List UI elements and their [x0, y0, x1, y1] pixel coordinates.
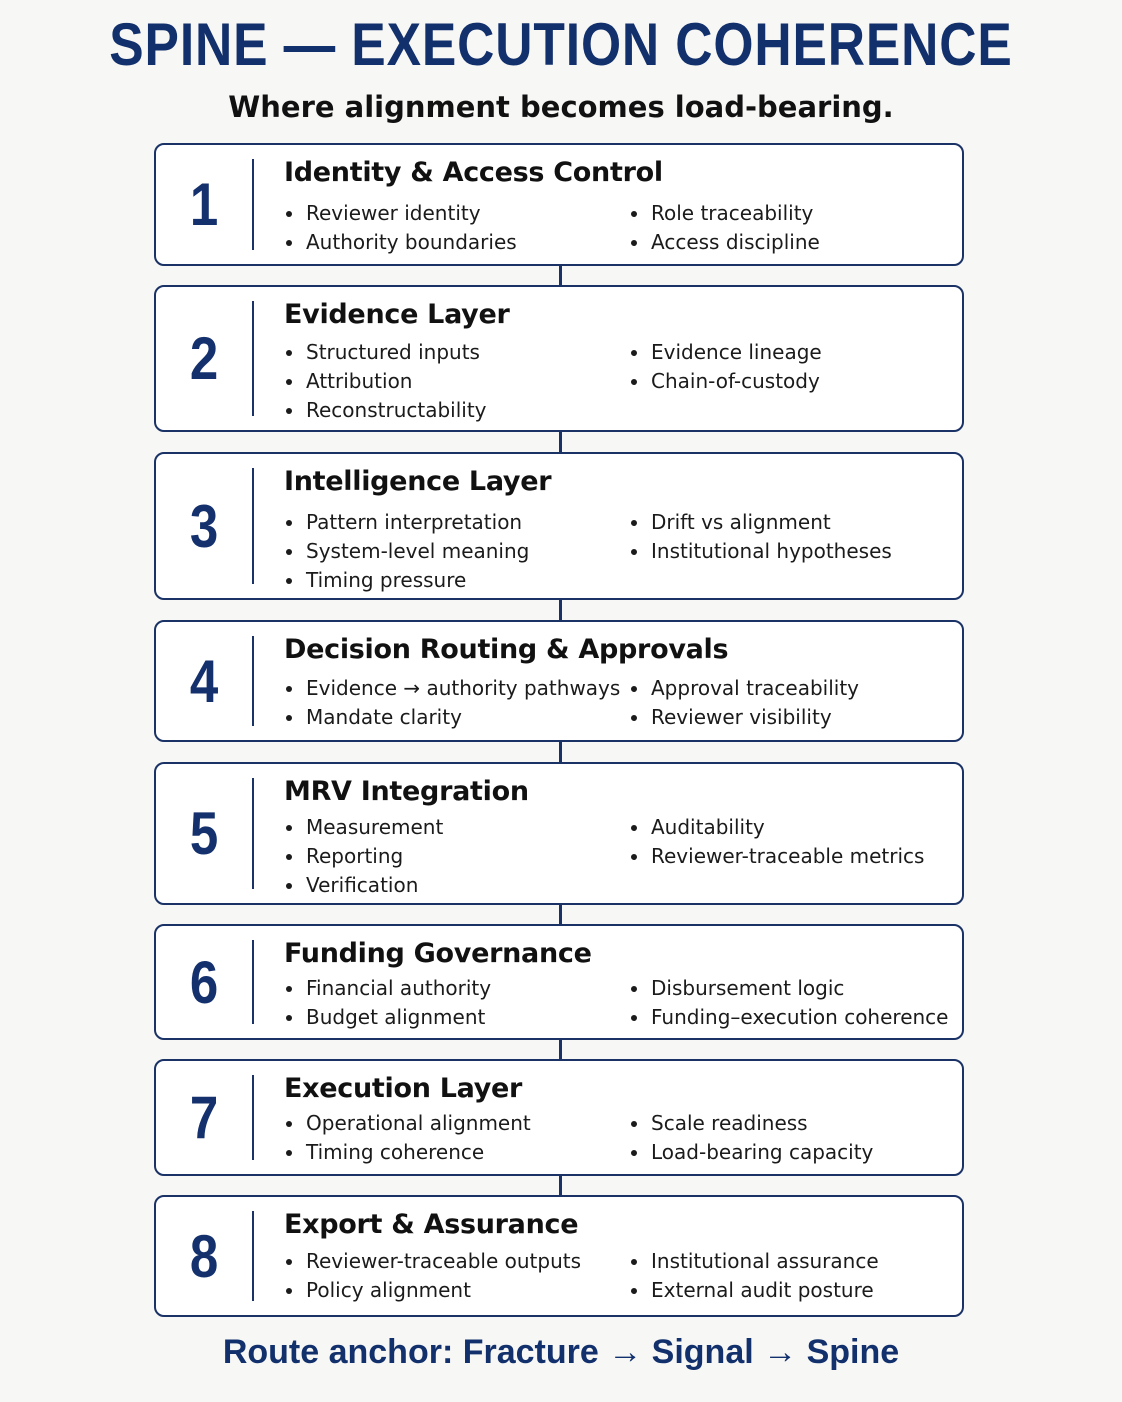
- layer-bullet-item: Mandate clarity: [284, 703, 620, 732]
- layer-bullet-item: Institutional hypotheses: [629, 537, 892, 566]
- layer-card-1: [154, 143, 964, 266]
- layer-title: Evidence Layer: [284, 299, 510, 330]
- layer-right-list: [629, 974, 948, 1032]
- layer-number: 1: [189, 171, 219, 238]
- layer-bullet-item: System-level meaning: [284, 537, 529, 566]
- layer-bullet-item: Chain-of-custody: [629, 367, 822, 396]
- layer-number: 6: [189, 948, 219, 1016]
- layer-title: Execution Layer: [284, 1073, 523, 1104]
- layer-left-list: [284, 1247, 581, 1305]
- layer-bullet-item: Timing coherence: [284, 1138, 531, 1167]
- layer-bullet-item: Attribution: [284, 367, 487, 396]
- layer-bullet-item: Financial authority: [284, 974, 491, 1003]
- layer-card-2: [154, 285, 964, 432]
- layer-card-4: [154, 620, 964, 742]
- layer-bullet-item: Verification: [284, 871, 443, 900]
- layer-divider: [252, 778, 254, 889]
- layer-bullet-item: Reporting: [284, 842, 443, 871]
- layer-divider: [252, 1211, 254, 1301]
- layer-card-3: [154, 452, 964, 600]
- layer-divider: [252, 301, 254, 416]
- layer-left-list: [284, 199, 517, 257]
- layer-right-list: [629, 1247, 879, 1305]
- layer-bullet-item: Auditability: [629, 813, 924, 842]
- layer-bullet-item: Timing pressure: [284, 566, 529, 595]
- layer-title: Identity & Access Control: [284, 157, 663, 188]
- layer-bullet-item: Pattern interpretation: [284, 508, 529, 537]
- layer-bullet-item: Authority boundaries: [284, 228, 517, 257]
- layer-number: 4: [189, 647, 219, 715]
- layer-divider: [252, 159, 254, 250]
- layer-bullet-item: Budget alignment: [284, 1003, 491, 1032]
- layer-number: 7: [189, 1084, 219, 1151]
- layer-divider: [252, 468, 254, 584]
- page-title: SPINE — EXECUTION COHERENCE: [109, 11, 1013, 78]
- layer-right-list: [629, 1109, 873, 1167]
- layer-title: Decision Routing & Approvals: [284, 634, 729, 665]
- layer-bullet-item: Role traceability: [629, 199, 820, 228]
- layer-right-list: [629, 338, 822, 396]
- layer-left-list: [284, 508, 529, 595]
- route-anchor: Route anchor: Fracture → Signal → Spine: [222, 1333, 900, 1371]
- layer-card-5: [154, 762, 964, 905]
- layer-right-list: [629, 508, 892, 566]
- layer-left-list: [284, 813, 443, 900]
- layer-divider: [252, 1075, 254, 1160]
- layer-bullet-item: Access discipline: [629, 228, 820, 257]
- layer-number: 5: [189, 800, 219, 867]
- layer-right-list: [629, 813, 924, 871]
- layer-right-list: [629, 674, 859, 732]
- layer-bullet-item: Disbursement logic: [629, 974, 948, 1003]
- layer-right-list: [629, 199, 820, 257]
- layer-number: 2: [189, 325, 219, 392]
- layer-bullet-item: Approval traceability: [629, 674, 859, 703]
- layer-bullet-item: Institutional assurance: [629, 1247, 879, 1276]
- layer-left-list: [284, 338, 487, 425]
- layer-bullet-item: Drift vs alignment: [629, 508, 892, 537]
- layer-bullet-item: Reconstructability: [284, 396, 487, 425]
- layer-title: MRV Integration: [284, 776, 529, 807]
- layer-bullet-item: External audit posture: [629, 1276, 879, 1305]
- layer-bullet-item: Operational alignment: [284, 1109, 531, 1138]
- layer-bullet-item: Load-bearing capacity: [629, 1138, 873, 1167]
- layer-bullet-item: Scale readiness: [629, 1109, 873, 1138]
- layer-bullet-item: Reviewer visibility: [629, 703, 859, 732]
- layer-left-list: [284, 1109, 531, 1167]
- layer-number: 3: [189, 492, 219, 560]
- layer-title: Funding Governance: [284, 938, 592, 969]
- layer-card-8: [154, 1195, 964, 1317]
- layer-title: Export & Assurance: [284, 1209, 579, 1240]
- layer-card-7: [154, 1059, 964, 1176]
- layer-bullet-item: Evidence lineage: [629, 338, 822, 367]
- layer-bullet-item: Reviewer-traceable metrics: [629, 842, 924, 871]
- layer-title: Intelligence Layer: [284, 466, 552, 497]
- layer-bullet-item: Reviewer-traceable outputs: [284, 1247, 581, 1276]
- layer-bullet-item: Measurement: [284, 813, 443, 842]
- page-subtitle: Where alignment becomes load-bearing.: [228, 90, 894, 124]
- layer-divider: [252, 940, 254, 1024]
- layer-number: 8: [189, 1222, 219, 1290]
- layer-bullet-item: Structured inputs: [284, 338, 487, 367]
- layer-left-list: [284, 974, 491, 1032]
- layer-bullet-item: Evidence → authority pathways: [284, 674, 620, 703]
- layer-divider: [252, 636, 254, 726]
- layer-left-list: [284, 674, 620, 732]
- layer-bullet-item: Reviewer identity: [284, 199, 517, 228]
- layer-bullet-item: Policy alignment: [284, 1276, 581, 1305]
- layer-card-6: [154, 924, 964, 1040]
- layer-bullet-item: Funding–execution coherence: [629, 1003, 948, 1032]
